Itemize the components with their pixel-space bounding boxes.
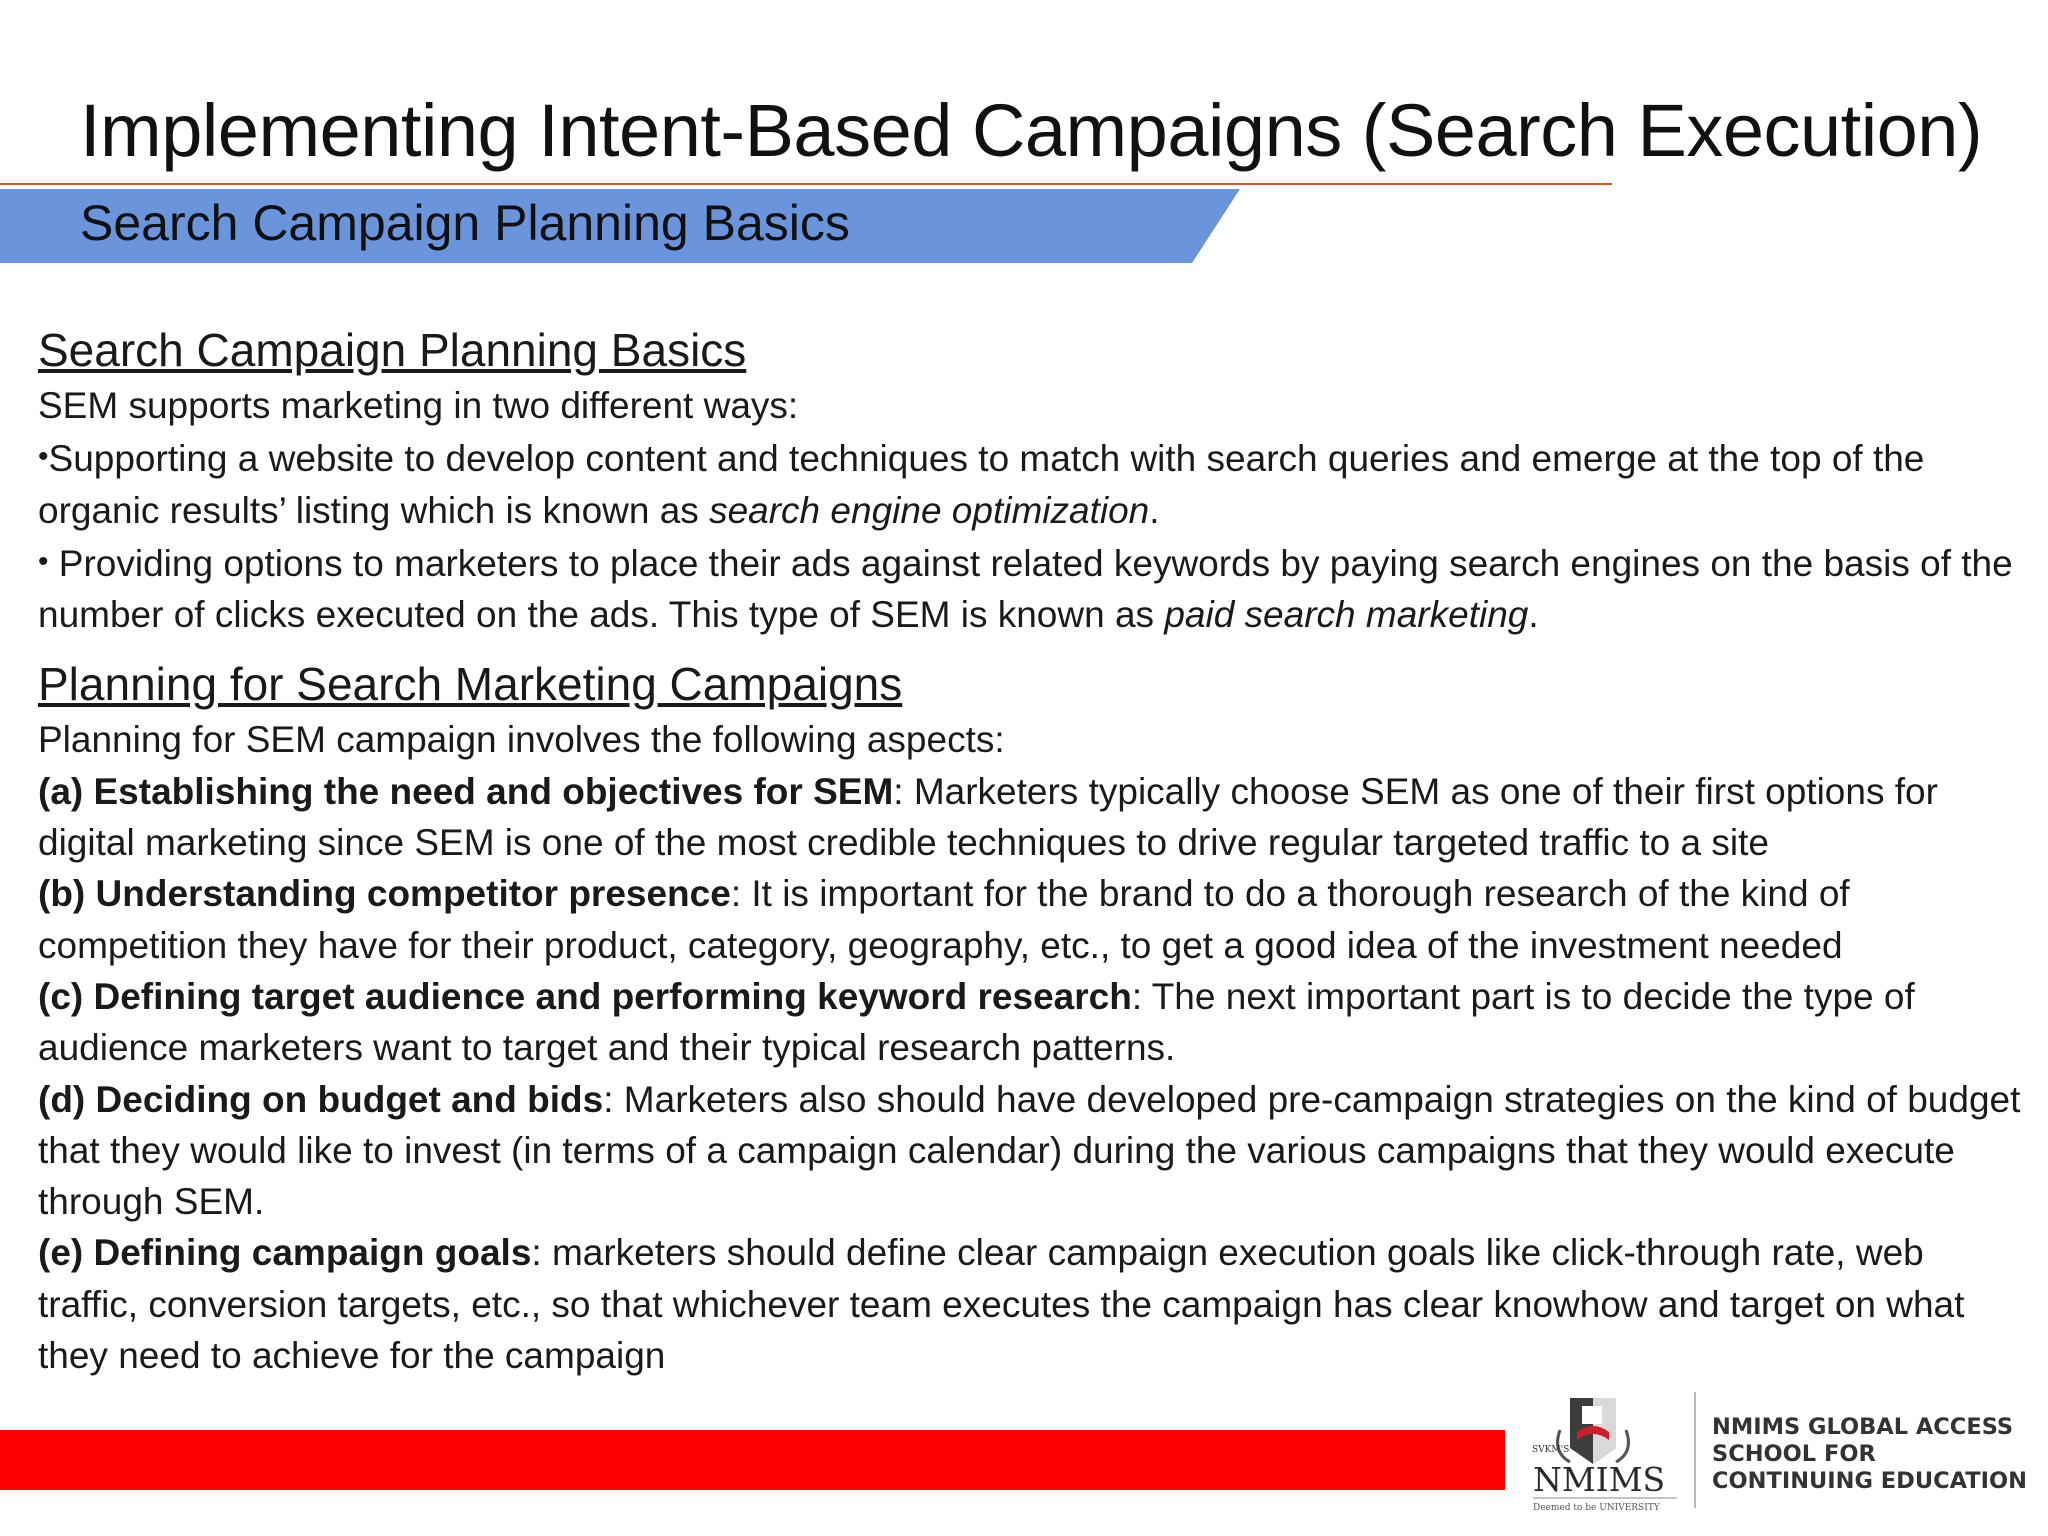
section-heading-planning-basics: Search Campaign Planning Basics xyxy=(38,324,747,376)
slide-title: Implementing Intent-Based Campaigns (Search Execution) xyxy=(80,89,1983,172)
slide-body xyxy=(38,320,2023,1381)
slide-subtitle: Search Campaign Planning Basics xyxy=(80,195,850,251)
list-item xyxy=(38,1227,2023,1381)
bullet-emphasis: paid search marketing xyxy=(1164,594,1529,636)
list-item xyxy=(38,766,2023,869)
list-item xyxy=(38,971,2023,1074)
item-label: (d) Deciding on budget and bids xyxy=(38,1078,604,1120)
item-text: : It is important for the brand to do a thorough research of the kind of competition they have for their product, category, geography, etc., to get a good idea of the investment needed xyxy=(38,873,1850,966)
list-item xyxy=(38,1074,2023,1228)
bullet-end: . xyxy=(1149,489,1160,531)
bullet-seo xyxy=(38,431,2023,536)
section-heading-planning-campaigns: Planning for Search Marketing Campaigns xyxy=(38,658,903,711)
logo-name: NMIMS xyxy=(1533,1460,1666,1499)
logo-tagline: Deemed to be UNIVERSITY xyxy=(1533,1503,1660,1513)
school-name-line: SCHOOL FOR xyxy=(1712,1441,1876,1467)
bullet-end: . xyxy=(1528,594,1539,636)
item-text: : marketers should define clear campaign execution goals like click-through rate, web traffic, conversion targets, etc., so that whichever team executes the campaign has clear knowhow and target on what they need to achieve for the campaign xyxy=(38,1232,1965,1377)
school-name xyxy=(1712,1414,2027,1495)
bullet-marker: • xyxy=(38,544,49,578)
school-name-line: NMIMS GLOBAL ACCESS xyxy=(1712,1414,2014,1440)
school-name-line: CONTINUING EDUCATION xyxy=(1712,1468,2027,1494)
list-item xyxy=(38,868,2023,971)
title-divider xyxy=(0,183,1612,185)
logo-prefix: SVKM'S xyxy=(1532,1445,1570,1455)
bullet-text: Providing options to marketers to place their ads against related keywords by paying search engines on the basis of the number of clicks executed on the ads. This type of SEM is known as xyxy=(38,542,2013,636)
item-label: (b) Understanding competitor presence xyxy=(38,873,731,915)
item-label: (a) Establishing the need and objectives for SEM xyxy=(38,770,894,812)
item-text: : Marketers typically choose SEM as one of their first options for digital marketing since SEM is one of the most credible techniques to drive regular targeted traffic to a site xyxy=(38,770,1938,864)
logo-divider xyxy=(1694,1392,1696,1508)
section-intro: SEM supports marketing in two different ways: xyxy=(38,385,799,426)
bullet-marker: • xyxy=(38,440,49,474)
footer-bar xyxy=(0,1430,1505,1490)
item-text: : The next important part is to decide the type of audience marketers want to target and their typical research patterns. xyxy=(38,975,1915,1069)
bullet-paid-search xyxy=(38,536,2023,641)
section-intro: Planning for SEM campaign involves the following aspects: xyxy=(38,719,1005,761)
bullet-text: Supporting a website to develop content and techniques to match with search queries and emerge at the top of the organic results’ listing which is known as xyxy=(38,438,1925,531)
item-label: (c) Defining target audience and performing keyword research xyxy=(38,975,1132,1017)
item-text: : Marketers also should have developed pre-campaign strategies on the kind of budget that they would like to invest (in terms of a campaign calendar) during the various campaigns that they would execute through SEM. xyxy=(38,1078,2021,1223)
bullet-emphasis: search engine optimization xyxy=(709,489,1150,531)
item-label: (e) Defining campaign goals xyxy=(38,1232,532,1274)
nmims-logo xyxy=(1530,1390,1680,1515)
